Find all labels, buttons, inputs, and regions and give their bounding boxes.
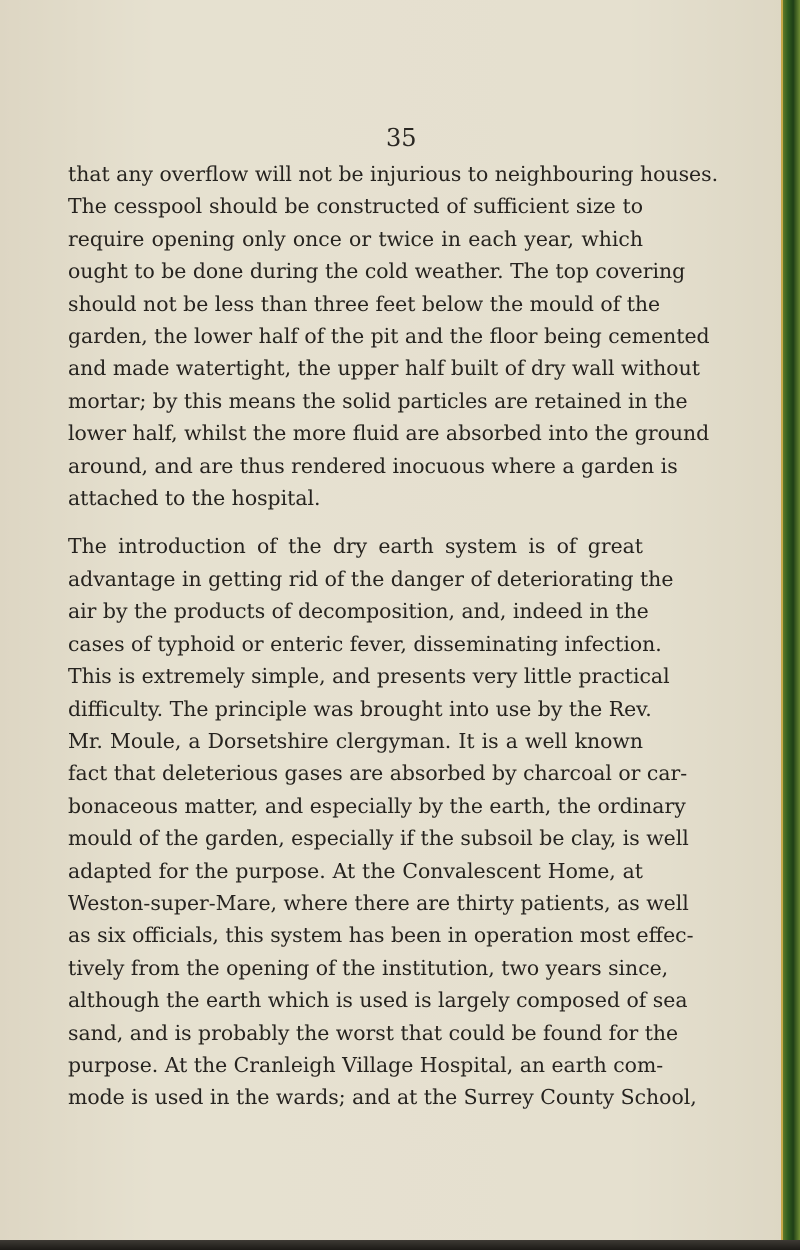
text-line: sand, and is probably the worst that could be found for the [68,1020,679,1045]
text-line: air by the products of decomposition, and, indeed in the [68,599,649,624]
book-spine [783,0,800,1250]
text-line: mould of the garden, especially if the subsoil be clay, is well [68,826,689,851]
text-line: as six officials, this system has been in operation most effec- [68,923,694,948]
text-line: mortar; by this means the solid particles are retained in the [68,388,688,413]
text-line: difficulty. The principle was brought into use by the Rev. [68,696,652,721]
text-line: The cesspool should be constructed of sufficient size to [68,194,643,219]
text-line: and made watertight, the upper half built of dry wall without [68,356,700,381]
text-line: mode is used in the wards; and at the Surrey County School, [68,1085,697,1110]
text-line: tively from the opening of the institution, two years since, [68,955,669,980]
text-line: lower half, whilst the more fluid are absorbed into the ground [68,421,710,446]
paragraph-1 [68,158,719,514]
text-line: adapted for the purpose. At the Convalescent Home, at [68,858,643,883]
text-line: garden, the lower half of the pit and the floor being cemented [68,324,710,349]
text-line: attached to the hospital. [68,486,321,511]
body-text [68,158,719,1114]
text-line: The introduction of the dry earth system is of great [68,534,643,559]
text-line: require opening only once or twice in each year, which [68,226,643,251]
text-line: that any overflow will not be injurious to neighbouring houses. [68,162,719,186]
text-line: Weston-super-Mare, where there are thirty patients, as well [68,890,689,915]
text-line: although the earth which is used is largely composed of sea [68,988,688,1013]
page-number: 35 [386,124,417,152]
text-line: ought to be done during the cold weather. The top covering [68,259,686,284]
text-line: bonaceous matter, and especially by the earth, the ordinary [68,793,686,818]
paragraph-2 [68,530,697,1113]
text-line: purpose. At the Cranleigh Village Hospital, an earth com- [68,1052,664,1077]
text-line: around, and are thus rendered inocuous where a garden is [68,453,678,478]
text-line: advantage in getting rid of the danger of deteriorating the [68,566,674,591]
text-line: fact that deleterious gases are absorbed by charcoal or car- [68,761,688,786]
text-line: should not be less than three feet below the mould of the [68,291,661,316]
text-line: This is extremely simple, and presents very little practical [68,664,670,689]
book-bottom-edge [0,1240,800,1250]
text-line: cases of typhoid or enteric fever, disseminating infection. [68,631,662,656]
text-line: Mr. Moule, a Dorsetshire clergyman. It is a well known [68,728,643,753]
